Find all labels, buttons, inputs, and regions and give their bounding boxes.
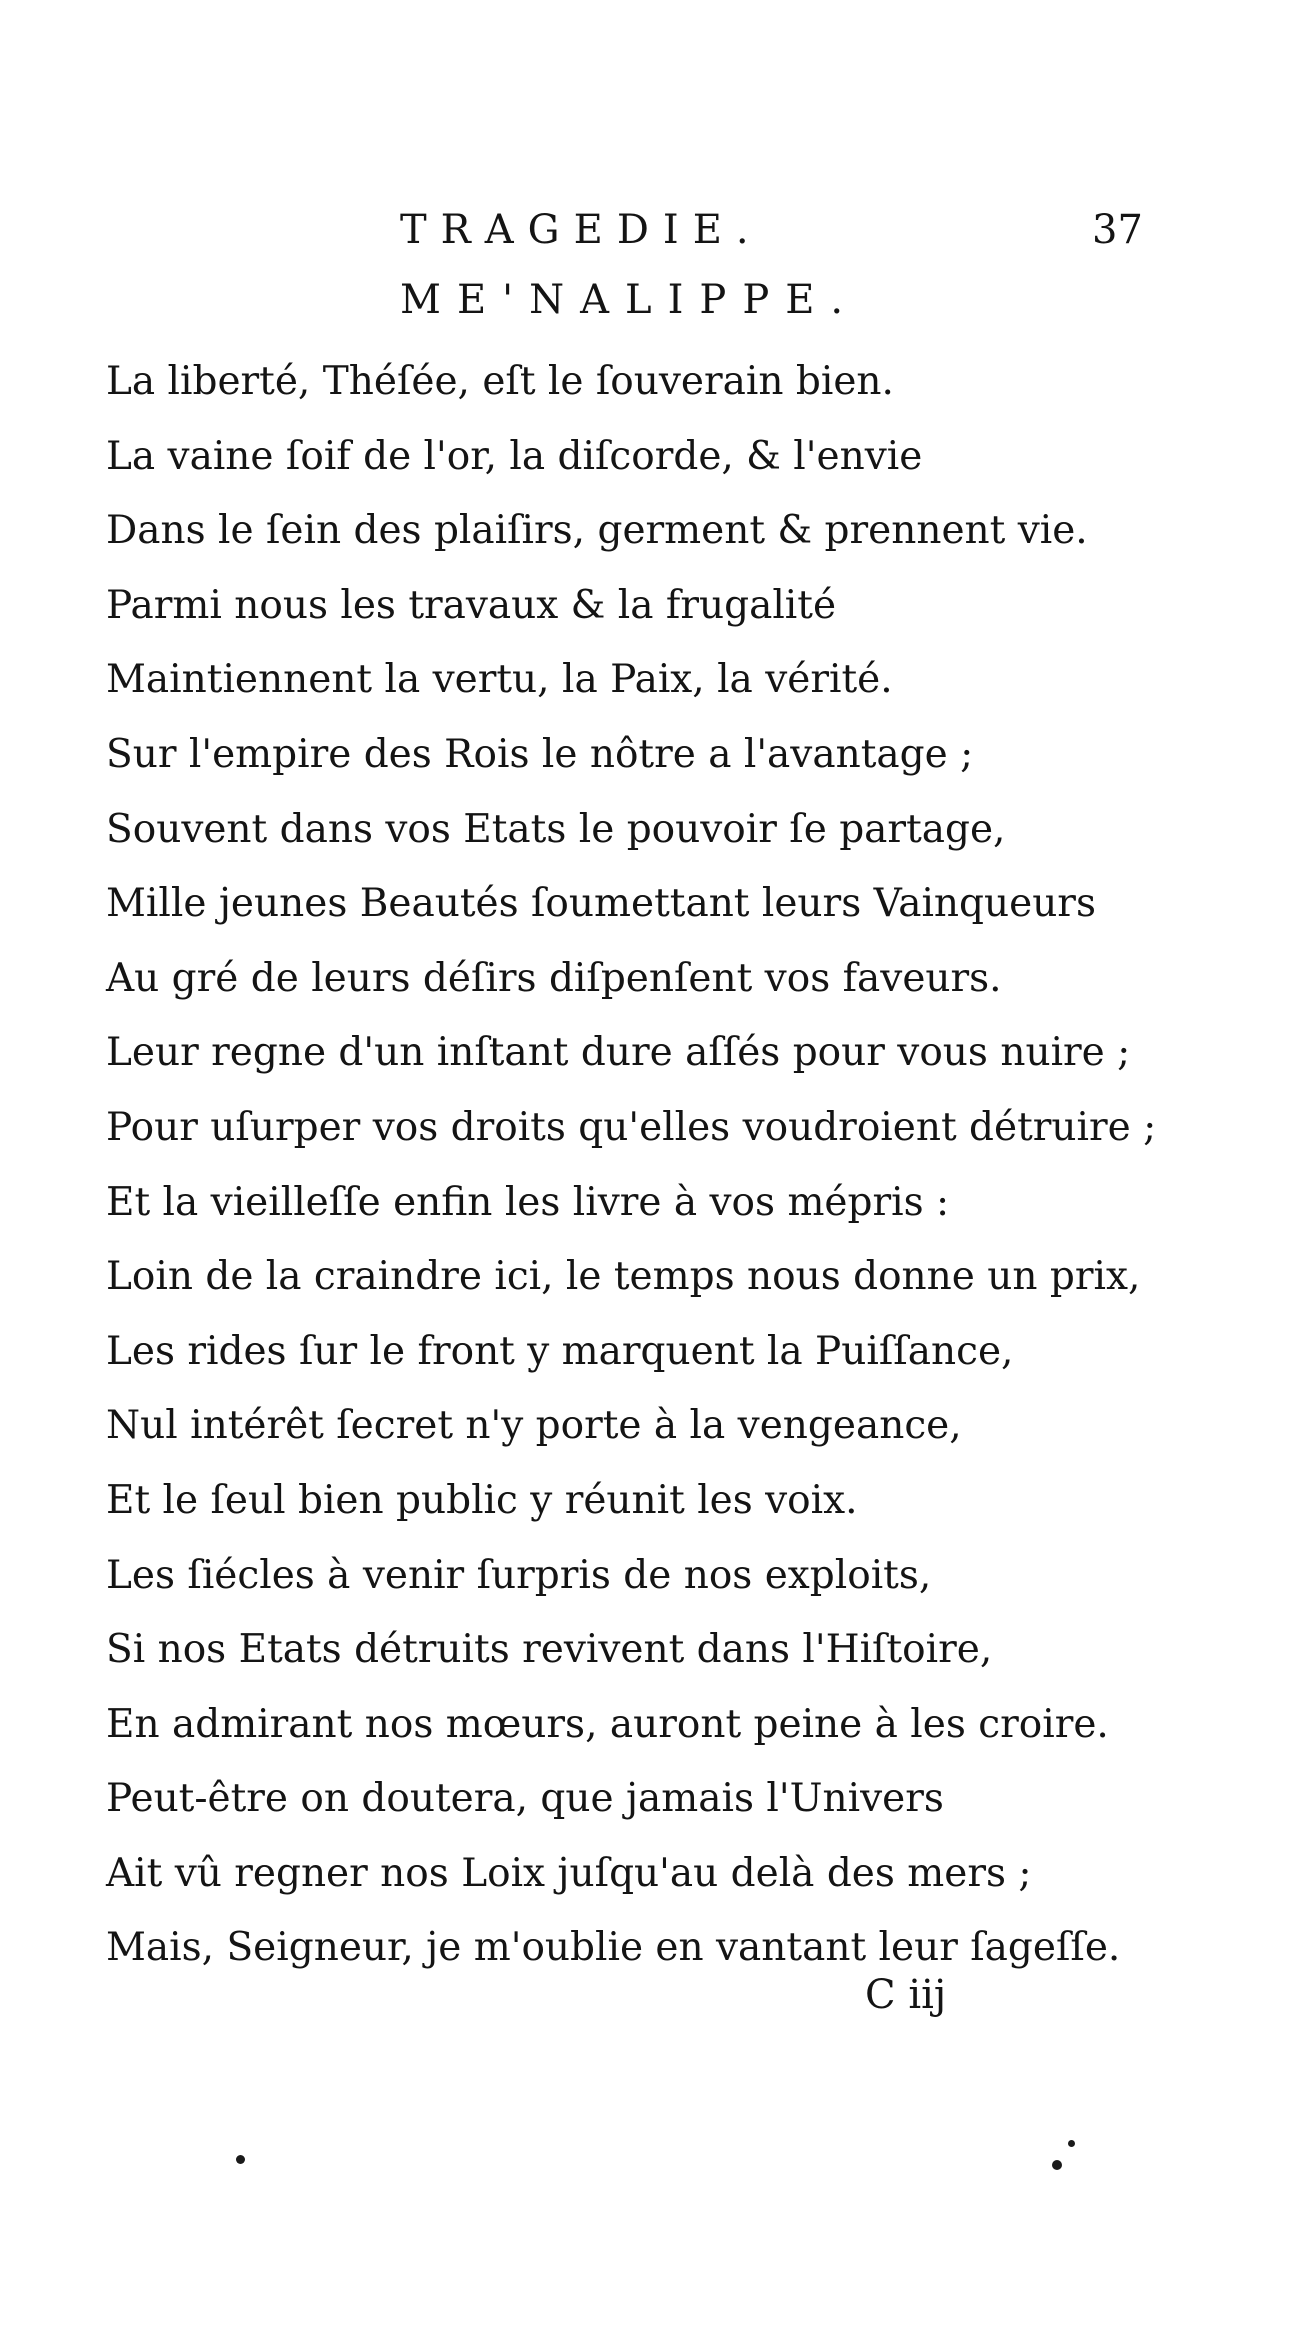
verse-line: Peut-être on doutera, que jamais l'Univers [106, 1776, 944, 1822]
ink-speck [236, 2155, 245, 2164]
verse-line: Et la vieilleſſe enfin les livre à vos mépris : [106, 1179, 950, 1225]
verse-line: Leur regne d'un inſtant dure aſſés pour vous nuire ; [106, 1030, 1131, 1076]
verse-line: En admirant nos mœurs, auront peine à les croire. [106, 1701, 1109, 1747]
verse-line: Loin de la craindre ici, le temps nous donne un prix, [106, 1254, 1141, 1300]
ink-speck [1052, 2160, 1062, 2170]
verse-line: Parmi nous les travaux & la frugalité [106, 582, 837, 628]
page-number: 37 [1092, 207, 1143, 253]
verse-line: Les rides ſur le front y marquent la Puiſſance, [106, 1328, 1014, 1374]
verse-line: Au gré de leurs déſirs diſpenſent vos faveurs. [106, 955, 1002, 1001]
speaker-name: ME'NALIPPE. [400, 277, 860, 323]
verse-line: Nul intérêt ſecret n'y porte à la vengeance, [106, 1403, 962, 1449]
verse-line: Dans le ſein des plaiſirs, germent & prennent vie. [106, 508, 1088, 554]
verse-line: Les ſiécles à venir ſurpris de nos exploits, [106, 1552, 932, 1598]
verse-line: Maintiennent la vertu, la Paix, la vérité. [106, 657, 893, 703]
running-head [0, 200, 1295, 260]
verse-line: Mille jeunes Beautés ſoumettant leurs Vainqueurs [106, 881, 1096, 927]
verse-line: Pour uſurper vos droits qu'elles voudroient détruire ; [106, 1104, 1157, 1150]
ink-speck [1068, 2140, 1075, 2147]
verse-line: Si nos Etats détruits revivent dans l'Hiſtoire, [106, 1627, 993, 1673]
signature-mark: C iij [865, 1972, 947, 2018]
verse-line: Sur l'empire des Rois le nôtre a l'avantage ; [106, 731, 974, 777]
verse-line: Souvent dans vos Etats le pouvoir ſe partage, [106, 806, 1006, 852]
running-title: TRAGEDIE. [400, 207, 763, 253]
verse-line: Mais, Seigneur, je m'oublie en vantant leur ſageſſe. [106, 1925, 1121, 1971]
verse-line: La vaine ſoif de l'or, la diſcorde, & l'envie [106, 433, 923, 479]
verse-line: Ait vû regner nos Loix juſqu'au delà des mers ; [106, 1850, 1032, 1896]
verse-block [106, 345, 1157, 1986]
verse-line: Et le ſeul bien public y réunit les voix. [106, 1477, 858, 1523]
verse-line: La liberté, Théſée, eſt le ſouverain bien. [106, 359, 894, 404]
